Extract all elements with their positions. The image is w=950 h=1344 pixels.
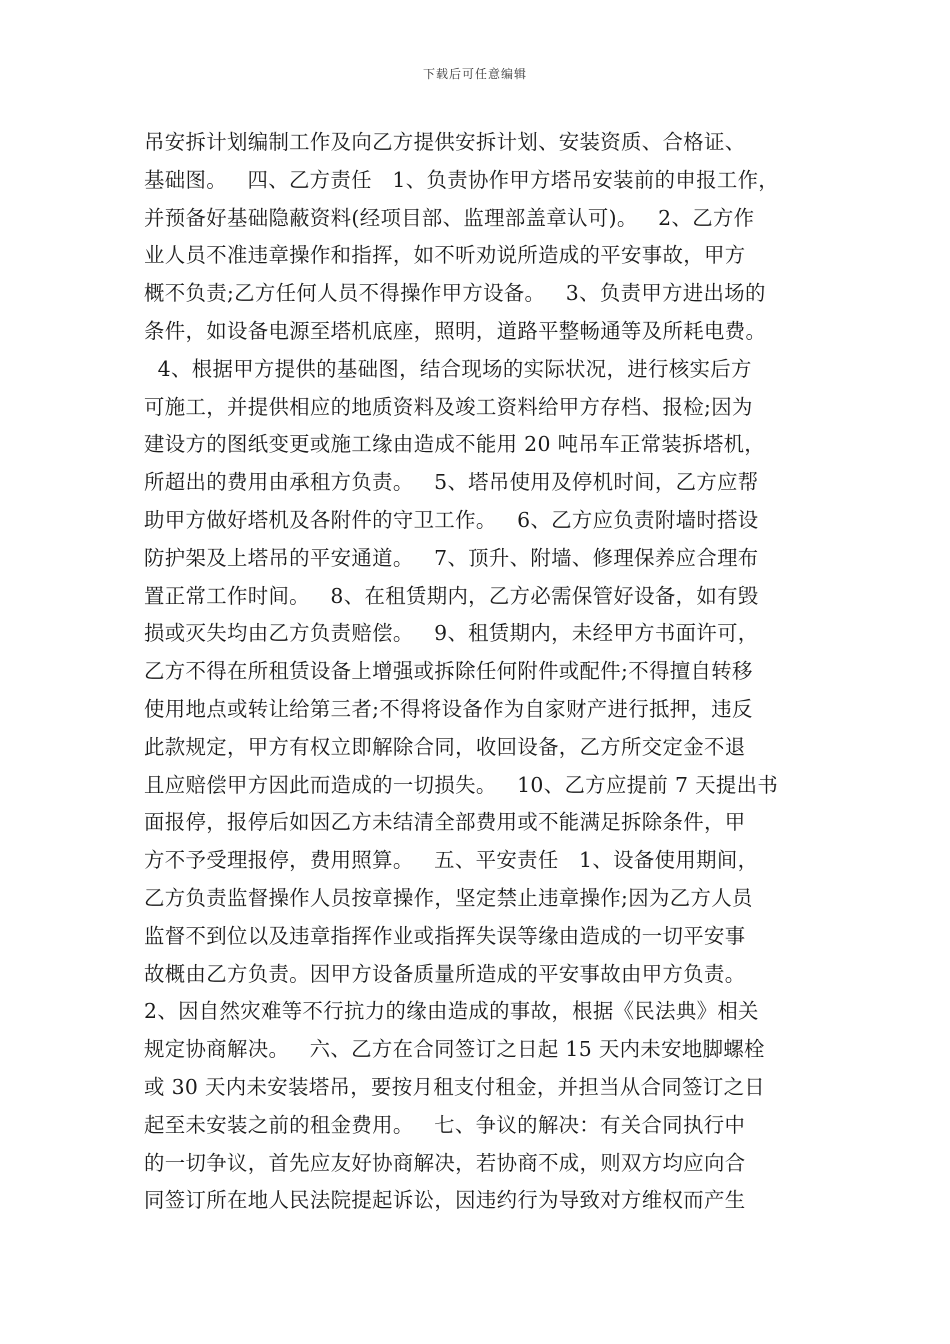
text-line: 乙方负责监督操作人员按章操作，坚定禁止违章操作;因为乙方人员 [144,885,753,910]
text-line: 起至未安装之前的租金费用。 七、争议的解决：有关合同执行中 [144,1112,746,1137]
text-line: 吊安拆计划编制工作及向乙方提供安拆计划、安装资质、合格证、 [144,130,746,154]
text-line: 同签订所在地人民法院提起诉讼，因违约行为导致对方维权而产生 [144,1188,746,1213]
page-header: 下载后可任意编辑 [422,67,527,81]
document-body [144,124,824,1220]
text-line: 防护架及上塔吊的平安通道。 7、顶升、附墙、修理保养应合理布 [144,545,759,570]
text-line: 业人员不准违章操作和指挥，如不听劝说所造成的平安事故，甲方 [144,243,746,268]
text-line: 故概由乙方负责。因甲方设备质量所造成的平安事故由甲方负责。 [144,961,746,986]
text-line: 条件，如设备电源至塔机底座，照明，道路平整畅通等及所耗电费。 [144,318,767,343]
text-line: 所超出的费用由承租方负责。 5、塔吊使用及停机时间，乙方应帮 [144,470,759,495]
text-line: 监督不到位以及违章指挥作业或指挥失误等缘由造成的一切平安事 [144,923,746,948]
text-line: 基础图。 四、乙方责任 1、负责协作甲方塔吊安装前的申报工作， [144,167,780,192]
text-line: 2、因自然灾难等不行抗力的缘由造成的事故，根据《民法典》相关 [144,999,759,1024]
text-line: 使用地点或转让给第三者;不得将设备作为自家财产进行抵押，违反 [144,696,753,721]
text-line: 助甲方做好塔机及各附件的守卫工作。 6、乙方应负责附墙时搭设 [144,507,759,532]
text-line: 面报停，报停后如因乙方未结清全部费用或不能满足拆除条件，甲 [144,810,746,835]
text-line: 的一切争议，首先应友好协商解决，若协商不成，则双方均应向合 [144,1150,746,1175]
text-line: 置正常工作时间。 8、在租赁期内，乙方必需保管好设备，如有毁 [144,583,759,608]
text-line: 方不予受理报停，费用照算。 五、平安责任 1、设备使用期间， [144,848,759,873]
text-line: 概不负责;乙方任何人员不得操作甲方设备。 3、负责甲方进出场的 [144,281,766,306]
text-line: 或 30 天内未安装塔吊，要按月租支付租金，并担当从合同签订之日 [144,1074,766,1099]
text-line: 此款规定，甲方有权立即解除合同，收回设备，乙方所交定金不退 [144,734,746,759]
text-line: 并预备好基础隐蔽资料(经项目部、监理部盖章认可)。 2、乙方作 [144,205,755,230]
text-line: 可施工，并提供相应的地质资料及竣工资料给甲方存档、报检;因为 [144,394,753,419]
text-line: 损或灭失均由乙方负责赔偿。 9、租赁期内，未经甲方书面许可， [144,621,759,646]
text-line: 且应赔偿甲方因此而造成的一切损失。 10、乙方应提前 7 天提出书 [144,772,779,797]
text-line: 4、根据甲方提供的基础图，结合现场的实际状况，进行核实后方 [144,356,752,381]
text-line: 乙方不得在所租赁设备上增强或拆除任何附件或配件;不得擅自转移 [144,659,753,684]
text-line: 建设方的图纸变更或施工缘由造成不能用 20 吨吊车正常装拆塔机， [144,432,766,457]
text-line: 规定协商解决。 六、乙方在合同签订之日起 15 天内未安地脚螺栓 [144,1037,765,1062]
